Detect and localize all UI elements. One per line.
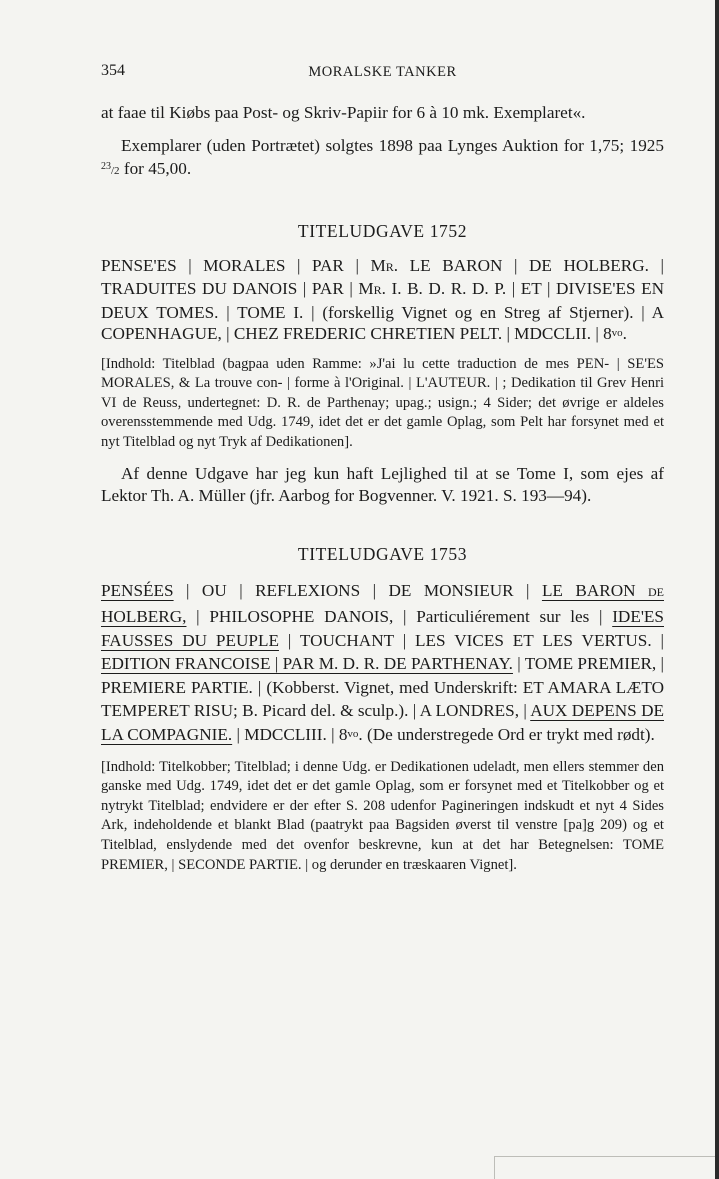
fraction-denominator: /2 <box>111 165 120 177</box>
book-page <box>101 62 664 875</box>
heading-titeludgave-1753: TITELUDGAVE 1753 <box>297 544 468 565</box>
page-edge <box>715 0 719 1179</box>
title2-part-5: | MDCCLIII. | 8 <box>232 725 348 745</box>
page-number: 354 <box>101 62 125 79</box>
title2-de: DE <box>648 585 664 600</box>
paragraph-2 <box>101 135 664 183</box>
contents-note-1752: [Indhold: Titelblad (bagpaa uden Ramme: »J'ai lu cette traduction de mes PEN- | SE'ES MORALES, & La trouve con- | forme à l'Original. | L'AUTEUR. | ; Dedikation til Grev Henri VI de Reuss, undertegnet: D. R. de Parthenay; upag.; usign.; 4 Sider; det øvrige er aldeles overensstemmende med Udg. 1749, idet det er det gamle Oplag, som Pelt har forsynet med et nyt Titelblad og nyt Tryk af Dedikationen]. <box>101 355 664 450</box>
title1-mr-2: R <box>373 283 382 297</box>
page-corner <box>494 1156 715 1179</box>
title1-part-b: . LE BARON | DE HOLBERG. | TRADUITES DU DANOIS | PAR | M <box>101 255 664 298</box>
title1-part-a: PENSE'ES | MORALES | PAR | M <box>101 255 386 275</box>
paragraph-1: at faae til Kiøbs paa Post- og Skriv-Papiir for 6 à 10 mk. Exemplaret«. <box>101 103 586 122</box>
title1-part-d: . <box>622 324 627 343</box>
title2-octavo: vo <box>347 728 359 741</box>
title1-mr-1: R <box>385 259 394 274</box>
heading-titeludgave-1752: TITELUDGAVE 1752 <box>297 220 468 241</box>
title2-part-2: | PHILOSOPHE DANOIS, | Particuliérement sur les | <box>186 607 613 627</box>
paragraph-2-text-b: for 45,00. <box>119 159 192 178</box>
title-description-1753 <box>101 579 664 746</box>
fraction-numerator: 23 <box>101 161 111 172</box>
title1-octavo: vo <box>611 327 623 339</box>
title2-holberg: HOLBERG, <box>101 607 187 627</box>
paragraph-2-text-a: Exemplarer (uden Portrætet) solgtes 1898 paa Lynges Auktion for 1,75; 1925 <box>121 135 664 155</box>
title2-part-1: | OU | REFLEXIONS | DE MONSIEUR | <box>173 581 542 601</box>
title1-part-c: . I. B. D. R. D. P. | ET | DIVISE'ES EN DEUX TOMES. | TOME I. | (forskellig Vignet og en Streg af Stjerner). | A COPENHAGUE, | CHEZ FREDERIC CHRETIEN PELT. | MDCCLII. | 8 <box>101 279 665 343</box>
title2-part-4: | TOME PREMIER, | PREMIERE PARTIE. | (Kobberst. Vignet, med Underskrift: ET AMARA LÆTO TEMPERET RISU; B. Picard del. & sculp.). | A LONDRES, | <box>101 654 664 721</box>
paragraph-3: Af denne Udgave har jeg kun haft Lejlighed til at se Tome I, som ejes af Lektor Th. A. Müller (jfr. Aarbog for Bogvenner. V. 1921. S. 193—94). <box>101 464 664 505</box>
title2-part-3: | TOUCHANT | LES VICES ET LES VERTUS. | <box>278 630 664 650</box>
running-title: MORALSKE TANKER <box>308 64 457 80</box>
contents-note-1753: [Indhold: Titelkobber; Titelblad; i denne Udg. er Dedikationen udeladt, men ellers stemmer den ganske med Udg. 1749, idet det er det gamle Oplag, som er forsynet med et Titelkobber og et nytrykt Titelblad; endvidere er der efter S. 208 udenfor Pagineringen indskudt et nyt 4 Sides Ark, indeholdende et blankt Blad (paatrykt paa Bagsiden øverst til venstre [pa]g 209) og et Titelblad, enslydende med det ovenfor beskrevne, kun at det har Betegnelsen: TOME PREMIER, | SECONDE PARTIE. | og derunder en træskaaren Vignet]. <box>101 758 664 873</box>
title2-le-baron: LE BARON <box>541 581 648 601</box>
page-header <box>101 62 664 84</box>
red-word-idees-fausses: IDE'ES FAUSSES DU PEUPLE <box>101 607 664 650</box>
title-description-1752 <box>101 255 664 345</box>
red-word-aux-depens: AUX DEPENS DE LA COMPAGNIE. <box>101 701 664 745</box>
title2-part-6: . (De understregede Ord er trykt med rødt). <box>358 725 655 745</box>
red-word-edition-francoise: EDITION FRANCOISE | PAR M. D. R. DE PARTHENAY. <box>101 654 513 674</box>
red-word-pensees: PENSÉES <box>101 581 174 601</box>
